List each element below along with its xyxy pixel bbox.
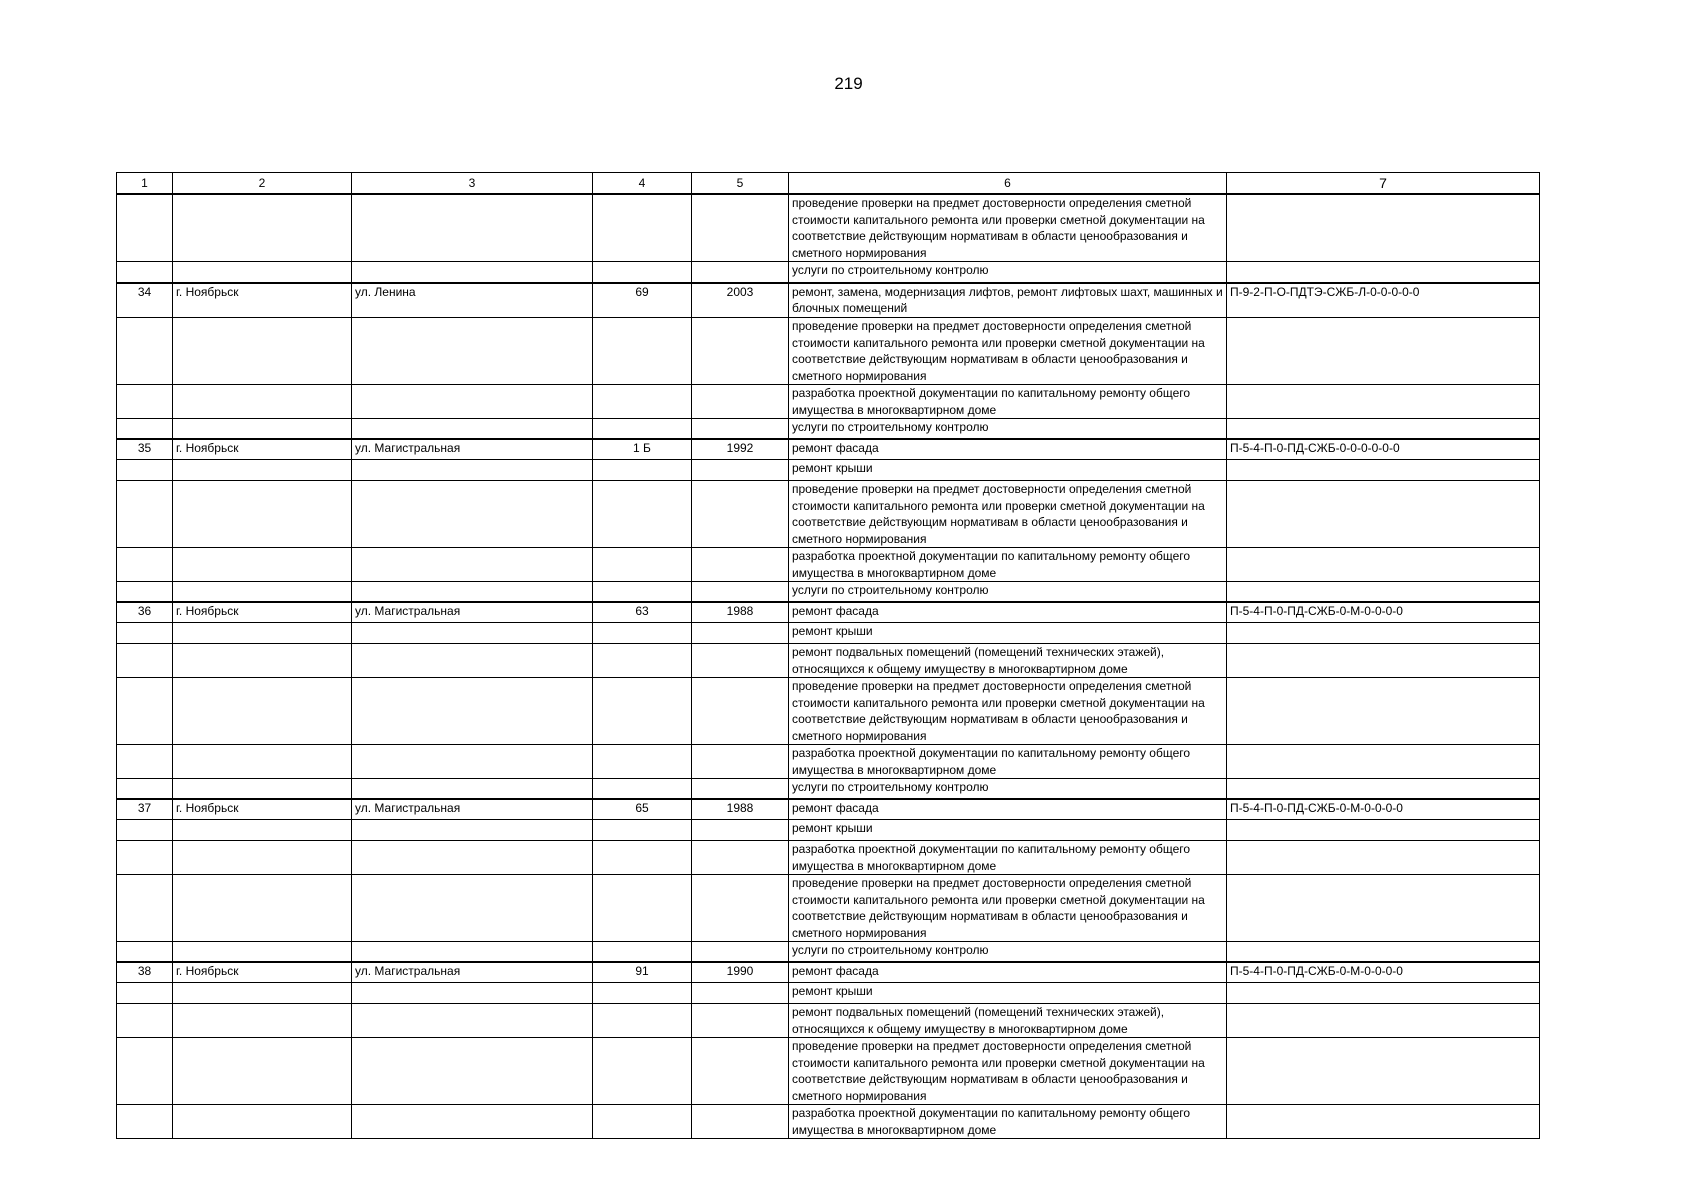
cell-house: 69 [593, 283, 692, 318]
cell-year: 1992 [692, 439, 789, 460]
cell-number [117, 262, 173, 283]
cell-number [117, 460, 173, 481]
table-row [117, 942, 1540, 962]
cell-work-type: ремонт крыши [789, 460, 1227, 481]
cell-work-type: проведение проверки на предмет достоверности определения сметной стоимости капитального ремонта или проверки сметной документации на соответствие действующим нормативам в области ценообразования и сметного нормирования [789, 318, 1227, 385]
cell-house [593, 548, 692, 582]
cell-street [352, 942, 593, 962]
cell-house [593, 1004, 692, 1038]
cell-number [117, 481, 173, 548]
cell-code [1227, 481, 1540, 548]
cell-city: г. Ноябрьск [173, 602, 352, 623]
cell-code: П-5-4-П-0-ПД-СЖБ-0-0-0-0-0-0 [1227, 439, 1540, 460]
cell-work-type: услуги по строительному контролю [789, 419, 1227, 439]
cell-year: 1988 [692, 799, 789, 820]
cell-work-type: услуги по строительному контролю [789, 942, 1227, 962]
cell-house: 1 Б [593, 439, 692, 460]
cell-year [692, 644, 789, 678]
cell-street [352, 623, 593, 644]
cell-street [352, 460, 593, 481]
cell-number [117, 678, 173, 745]
cell-year [692, 460, 789, 481]
cell-street [352, 262, 593, 283]
cell-house [593, 875, 692, 942]
cell-code: П-5-4-П-0-ПД-СЖБ-0-М-0-0-0-0 [1227, 602, 1540, 623]
cell-house: 63 [593, 602, 692, 623]
page-number: 219 [834, 74, 863, 93]
cell-house [593, 820, 692, 841]
cell-house [593, 1038, 692, 1105]
cell-work-type: ремонт крыши [789, 820, 1227, 841]
cell-code [1227, 983, 1540, 1004]
cell-number [117, 1105, 173, 1139]
cell-number [117, 1038, 173, 1105]
table-row [117, 1038, 1540, 1105]
cell-city [173, 678, 352, 745]
cell-number [117, 385, 173, 419]
cell-street [352, 1004, 593, 1038]
cell-year [692, 1105, 789, 1139]
cell-code [1227, 1105, 1540, 1139]
cell-city [173, 942, 352, 962]
table-row [117, 745, 1540, 779]
cell-street [352, 481, 593, 548]
cell-city [173, 1105, 352, 1139]
table-row [117, 548, 1540, 582]
table-row [117, 460, 1540, 481]
cell-number [117, 820, 173, 841]
cell-number [117, 983, 173, 1004]
cell-house [593, 779, 692, 799]
cell-work-type: разработка проектной документации по капитальному ремонту общего имущества в многоквартирном доме [789, 841, 1227, 875]
cell-city [173, 194, 352, 262]
cell-work-type: услуги по строительному контролю [789, 262, 1227, 283]
cell-code [1227, 623, 1540, 644]
cell-city [173, 1004, 352, 1038]
cell-city: г. Ноябрьск [173, 283, 352, 318]
cell-street [352, 841, 593, 875]
cell-street [352, 678, 593, 745]
cell-year [692, 983, 789, 1004]
cell-year [692, 481, 789, 548]
cell-number: 38 [117, 962, 173, 983]
cell-work-type: ремонт фасада [789, 439, 1227, 460]
table-row [117, 1105, 1540, 1139]
cell-work-type: услуги по строительному контролю [789, 582, 1227, 602]
table-row [117, 820, 1540, 841]
cell-code [1227, 548, 1540, 582]
cell-code [1227, 262, 1540, 283]
cell-number [117, 644, 173, 678]
cell-code [1227, 745, 1540, 779]
cell-work-type: проведение проверки на предмет достоверности определения сметной стоимости капитального ремонта или проверки сметной документации на соответствие действующим нормативам в области ценообразования и сметного нормирования [789, 481, 1227, 548]
table-row [117, 419, 1540, 439]
table-row [117, 623, 1540, 644]
cell-city [173, 983, 352, 1004]
cell-street [352, 548, 593, 582]
cell-city [173, 841, 352, 875]
cell-year [692, 745, 789, 779]
cell-house [593, 983, 692, 1004]
cell-work-type: ремонт подвальных помещений (помещений технических этажей), относящихся к общему имуществу в многоквартирном доме [789, 644, 1227, 678]
column-header-2: 2 [173, 173, 352, 195]
cell-year [692, 582, 789, 602]
cell-number [117, 841, 173, 875]
table-row [117, 841, 1540, 875]
cell-street: ул. Магистральная [352, 439, 593, 460]
cell-year [692, 1004, 789, 1038]
cell-number: 36 [117, 602, 173, 623]
table-row [117, 962, 1540, 983]
table-row [117, 194, 1540, 262]
cell-city [173, 644, 352, 678]
cell-code [1227, 820, 1540, 841]
cell-year [692, 385, 789, 419]
cell-work-type: ремонт фасада [789, 799, 1227, 820]
cell-city [173, 481, 352, 548]
table-row [117, 582, 1540, 602]
cell-city [173, 779, 352, 799]
table-row [117, 481, 1540, 548]
cell-city [173, 1038, 352, 1105]
cell-street [352, 194, 593, 262]
cell-street [352, 745, 593, 779]
cell-house [593, 481, 692, 548]
column-header-5: 5 [692, 173, 789, 195]
cell-year [692, 779, 789, 799]
cell-house: 65 [593, 799, 692, 820]
cell-number [117, 779, 173, 799]
cell-house [593, 623, 692, 644]
cell-street [352, 1105, 593, 1139]
cell-street [352, 983, 593, 1004]
cell-number [117, 582, 173, 602]
table-row [117, 283, 1540, 318]
cell-city [173, 582, 352, 602]
cell-number [117, 875, 173, 942]
cell-street: ул. Ленина [352, 283, 593, 318]
cell-number [117, 194, 173, 262]
repair-table [116, 172, 1540, 1139]
table-row [117, 439, 1540, 460]
table-row [117, 678, 1540, 745]
table-row [117, 779, 1540, 799]
table-row [117, 602, 1540, 623]
cell-number [117, 419, 173, 439]
cell-code [1227, 385, 1540, 419]
cell-street: ул. Магистральная [352, 962, 593, 983]
table-row [117, 1004, 1540, 1038]
cell-house [593, 745, 692, 779]
cell-street [352, 318, 593, 385]
cell-city [173, 318, 352, 385]
cell-city: г. Ноябрьск [173, 439, 352, 460]
cell-house [593, 942, 692, 962]
cell-city: г. Ноябрьск [173, 962, 352, 983]
cell-city: г. Ноябрьск [173, 799, 352, 820]
cell-number [117, 548, 173, 582]
cell-code [1227, 582, 1540, 602]
table-header-row [117, 173, 1540, 195]
cell-street: ул. Магистральная [352, 602, 593, 623]
cell-work-type: ремонт крыши [789, 623, 1227, 644]
cell-city [173, 548, 352, 582]
cell-code [1227, 194, 1540, 262]
table-row [117, 385, 1540, 419]
cell-house [593, 318, 692, 385]
cell-number: 35 [117, 439, 173, 460]
column-header-3: 3 [352, 173, 593, 195]
table-row [117, 875, 1540, 942]
cell-year [692, 548, 789, 582]
cell-code [1227, 1038, 1540, 1105]
cell-number [117, 942, 173, 962]
table-row [117, 644, 1540, 678]
cell-year [692, 1038, 789, 1105]
cell-street [352, 1038, 593, 1105]
cell-year [692, 419, 789, 439]
table-row [117, 983, 1540, 1004]
cell-city [173, 745, 352, 779]
cell-code: П-5-4-П-0-ПД-СЖБ-0-М-0-0-0-0 [1227, 962, 1540, 983]
column-header-6: 6 [789, 173, 1227, 195]
cell-year [692, 875, 789, 942]
cell-city [173, 623, 352, 644]
cell-house [593, 644, 692, 678]
cell-work-type: ремонт крыши [789, 983, 1227, 1004]
column-header-4: 4 [593, 173, 692, 195]
cell-house [593, 678, 692, 745]
cell-house: 91 [593, 962, 692, 983]
cell-city [173, 460, 352, 481]
cell-code [1227, 779, 1540, 799]
cell-year: 1990 [692, 962, 789, 983]
cell-city [173, 820, 352, 841]
cell-work-type: разработка проектной документации по капитальному ремонту общего имущества в многоквартирном доме [789, 385, 1227, 419]
cell-house [593, 262, 692, 283]
cell-work-type: проведение проверки на предмет достоверности определения сметной стоимости капитального ремонта или проверки сметной документации на соответствие действующим нормативам в области ценообразования и сметного нормирования [789, 194, 1227, 262]
cell-street [352, 419, 593, 439]
cell-work-type: ремонт фасада [789, 602, 1227, 623]
table-row [117, 262, 1540, 283]
cell-street [352, 820, 593, 841]
cell-city [173, 385, 352, 419]
cell-code: П-9-2-П-О-ПДТЭ-СЖБ-Л-0-0-0-0-0 [1227, 283, 1540, 318]
table-row [117, 318, 1540, 385]
cell-street [352, 582, 593, 602]
cell-code [1227, 678, 1540, 745]
cell-house [593, 841, 692, 875]
cell-city [173, 262, 352, 283]
cell-code [1227, 1004, 1540, 1038]
cell-code: П-5-4-П-0-ПД-СЖБ-0-М-0-0-0-0 [1227, 799, 1540, 820]
cell-work-type: ремонт подвальных помещений (помещений технических этажей), относящихся к общему имуществу в многоквартирном доме [789, 1004, 1227, 1038]
cell-house [593, 1105, 692, 1139]
cell-number: 37 [117, 799, 173, 820]
cell-street: ул. Магистральная [352, 799, 593, 820]
cell-street [352, 644, 593, 678]
cell-code [1227, 841, 1540, 875]
cell-code [1227, 942, 1540, 962]
cell-year [692, 318, 789, 385]
cell-code [1227, 644, 1540, 678]
cell-code [1227, 419, 1540, 439]
cell-year [692, 942, 789, 962]
cell-city [173, 875, 352, 942]
cell-work-type: ремонт фасада [789, 962, 1227, 983]
cell-year [692, 194, 789, 262]
cell-year [692, 262, 789, 283]
cell-work-type: проведение проверки на предмет достоверности определения сметной стоимости капитального ремонта или проверки сметной документации на соответствие действующим нормативам в области ценообразования и сметного нормирования [789, 678, 1227, 745]
cell-work-type: разработка проектной документации по капитальному ремонту общего имущества в многоквартирном доме [789, 745, 1227, 779]
column-header-1: 1 [117, 173, 173, 195]
cell-work-type: разработка проектной документации по капитальному ремонту общего имущества в многоквартирном доме [789, 1105, 1227, 1139]
cell-year: 2003 [692, 283, 789, 318]
cell-number [117, 1004, 173, 1038]
cell-street [352, 875, 593, 942]
cell-house [593, 194, 692, 262]
cell-house [593, 385, 692, 419]
cell-work-type: проведение проверки на предмет достоверности определения сметной стоимости капитального ремонта или проверки сметной документации на соответствие действующим нормативам в области ценообразования и сметного нормирования [789, 875, 1227, 942]
cell-street [352, 385, 593, 419]
cell-street [352, 779, 593, 799]
cell-house [593, 460, 692, 481]
cell-house [593, 419, 692, 439]
cell-year [692, 678, 789, 745]
cell-number [117, 623, 173, 644]
table-body [117, 173, 1540, 1139]
cell-number [117, 318, 173, 385]
cell-work-type: разработка проектной документации по капитальному ремонту общего имущества в многоквартирном доме [789, 548, 1227, 582]
cell-city [173, 419, 352, 439]
cell-year: 1988 [692, 602, 789, 623]
column-header-7: 7 [1227, 173, 1540, 195]
cell-code [1227, 318, 1540, 385]
table-row [117, 799, 1540, 820]
cell-number [117, 745, 173, 779]
cell-work-type: проведение проверки на предмет достоверности определения сметной стоимости капитального ремонта или проверки сметной документации на соответствие действующим нормативам в области ценообразования и сметного нормирования [789, 1038, 1227, 1105]
cell-number: 34 [117, 283, 173, 318]
cell-house [593, 582, 692, 602]
cell-year [692, 623, 789, 644]
cell-year [692, 841, 789, 875]
cell-work-type: ремонт, замена, модернизация лифтов, ремонт лифтовых шахт, машинных и блочных помещений [789, 283, 1227, 318]
cell-year [692, 820, 789, 841]
cell-work-type: услуги по строительному контролю [789, 779, 1227, 799]
cell-code [1227, 460, 1540, 481]
cell-code [1227, 875, 1540, 942]
